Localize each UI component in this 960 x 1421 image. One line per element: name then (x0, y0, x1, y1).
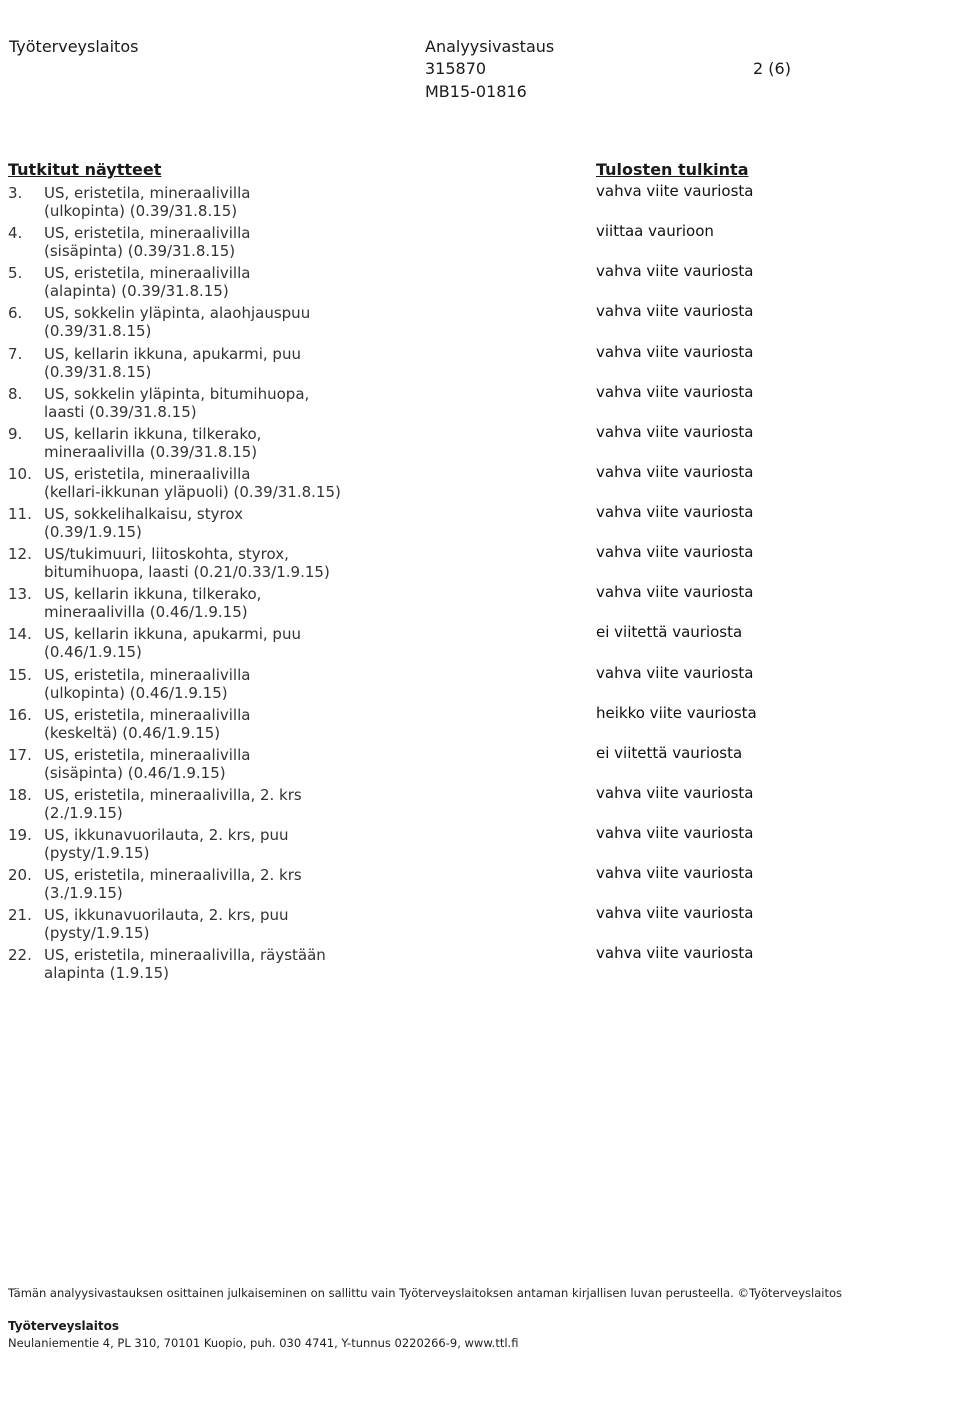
sample-row (0, 302, 960, 342)
sample-description-line1: US, ikkunavuorilauta, 2. krs, puu (44, 906, 289, 925)
result-interpretation: vahva viite vauriosta (596, 182, 754, 200)
sample-description (44, 545, 384, 581)
result-interpretation: vahva viite vauriosta (596, 944, 754, 963)
sample-description-line2: mineraalivilla (0.39/31.8.15) (44, 442, 258, 461)
result-interpretation: vahva viite vauriosta (596, 543, 754, 562)
sample-description-line1: US, eristetila, mineraalivilla (44, 745, 251, 764)
result-interpretation: vahva viite vauriosta (596, 663, 754, 682)
result-interpretation: vahva viite vauriosta (596, 262, 754, 281)
sample-description (44, 264, 384, 300)
sample-row (0, 463, 960, 503)
sample-number: 14. (8, 625, 32, 644)
sample-description-line1: US, sokkelin yläpinta, alaohjauspuu (44, 304, 311, 323)
sample-description-line1: US, kellarin ikkuna, tilkerako, (44, 585, 262, 604)
sample-row (0, 664, 960, 704)
sample-description-line2: (pysty/1.9.15) (44, 924, 150, 943)
footer-organization: Työterveyslaitos (8, 1319, 119, 1333)
result-interpretation: vahva viite vauriosta (596, 342, 754, 361)
sample-description-line2: (ulkopinta) (0.39/31.8.15) (44, 202, 238, 220)
sample-row (0, 704, 960, 744)
sample-description (44, 625, 384, 661)
sample-description-line1: US, eristetila, mineraalivilla (44, 705, 251, 724)
sample-description-line2: (keskeltä) (0.46/1.9.15) (44, 723, 221, 742)
sample-row (0, 503, 960, 543)
sample-description-line1: US, sokkelihalkaisu, styrox (44, 505, 243, 523)
sample-description-line2: (pysty/1.9.15) (44, 844, 150, 862)
sample-number: 21. (8, 906, 32, 925)
sample-description-line1: US, kellarin ikkuna, apukarmi, puu (44, 625, 301, 644)
sample-description (44, 385, 384, 421)
result-interpretation: vahva viite vauriosta (596, 824, 754, 842)
sample-description (44, 746, 384, 782)
sample-row (0, 262, 960, 302)
sample-code: MB15-01816 (425, 82, 527, 101)
sample-row (0, 904, 960, 944)
sample-number: 15. (8, 665, 32, 684)
sample-description-line2: mineraalivilla (0.46/1.9.15) (44, 603, 248, 622)
sample-description-line1: US, kellarin ikkuna, apukarmi, puu (44, 344, 301, 363)
sample-number: 18. (8, 785, 32, 804)
sample-description-line2: (0.39/1.9.15) (44, 523, 142, 541)
sample-description-line1: US, eristetila, mineraalivilla, 2. krs (44, 785, 302, 804)
sample-description-line2: (sisäpinta) (0.46/1.9.15) (44, 763, 226, 782)
sample-number: 11. (8, 505, 32, 523)
sample-description-line2: (2./1.9.15) (44, 803, 123, 822)
result-interpretation: ei viitettä vauriosta (596, 623, 743, 642)
sample-description (44, 224, 384, 260)
sample-description (44, 425, 384, 461)
result-interpretation: heikko viite vauriosta (596, 703, 757, 722)
footer-address: Neulaniementie 4, PL 310, 70101 Kuopio, puh. 030 4741, Y-tunnus 0220266-9, www.ttl.fi (8, 1336, 519, 1350)
footer-disclaimer: Tämän analyysivastauksen osittainen julkaiseminen on sallittu vain Työterveyslaitoksen antaman kirjallisen luvan perusteella. ©Työterveyslaitos (8, 1286, 842, 1300)
sample-description-line2: (0.46/1.9.15) (44, 643, 142, 662)
sample-description-line1: US, eristetila, mineraalivilla (44, 464, 251, 483)
sample-number: 17. (8, 745, 32, 764)
sample-number: 4. (8, 224, 23, 243)
document-type: Analyysivastaus (425, 37, 555, 56)
result-interpretation: vahva viite vauriosta (596, 382, 754, 401)
sample-number: 20. (8, 866, 32, 885)
sample-number: 8. (8, 384, 23, 403)
sample-row (0, 182, 960, 222)
sample-row (0, 343, 960, 383)
sample-description-line2: alapinta (1.9.15) (44, 964, 170, 983)
sample-description (44, 465, 384, 501)
sample-number: 19. (8, 826, 32, 844)
sample-number: 7. (8, 344, 23, 363)
result-interpretation: vahva viite vauriosta (596, 783, 754, 802)
sample-description-line1: US, eristetila, mineraalivilla (44, 184, 251, 202)
result-interpretation: ei viitettä vauriosta (596, 743, 743, 762)
sample-description (44, 304, 384, 340)
sample-description-line1: US/tukimuuri, liitoskohta, styrox, (44, 545, 289, 564)
sample-description-line2: (0.39/31.8.15) (44, 362, 152, 381)
sample-description (44, 666, 384, 702)
sample-description-line1: US, eristetila, mineraalivilla (44, 224, 251, 243)
sample-description-line2: (sisäpinta) (0.39/31.8.15) (44, 242, 236, 261)
sample-description-line2: laasti (0.39/31.8.15) (44, 402, 197, 421)
sample-number: 12. (8, 545, 32, 564)
result-interpretation: vahva viite vauriosta (596, 462, 754, 481)
sample-list (0, 182, 960, 985)
result-interpretation: vahva viite vauriosta (596, 583, 754, 602)
sample-description (44, 345, 384, 381)
sample-description (44, 184, 384, 220)
sample-description-line1: US, sokkelin yläpinta, bitumihuopa, (44, 384, 310, 403)
result-interpretation: vahva viite vauriosta (596, 503, 754, 521)
sample-row (0, 864, 960, 904)
sample-number: 16. (8, 705, 32, 724)
sample-number: 22. (8, 946, 32, 965)
sample-description-line1: US, eristetila, mineraalivilla (44, 264, 251, 283)
header-organization: Työterveyslaitos (9, 37, 139, 56)
sample-row (0, 623, 960, 663)
sample-description-line2: (3./1.9.15) (44, 884, 123, 903)
sample-description-line2: bitumihuopa, laasti (0.21/0.33/1.9.15) (44, 563, 330, 582)
sample-description-line1: US, ikkunavuorilauta, 2. krs, puu (44, 826, 289, 844)
sample-row (0, 824, 960, 864)
sample-description-line1: US, kellarin ikkuna, tilkerako, (44, 424, 262, 443)
sample-description-line2: (alapinta) (0.39/31.8.15) (44, 282, 229, 301)
sample-number: 5. (8, 264, 23, 283)
sample-row (0, 543, 960, 583)
sample-number: 10. (8, 464, 32, 483)
sample-description (44, 866, 384, 902)
sample-description (44, 706, 384, 742)
results-column-title: Tulosten tulkinta (596, 160, 749, 179)
sample-row (0, 383, 960, 423)
sample-row (0, 583, 960, 623)
sample-description (44, 826, 384, 862)
result-interpretation: viittaa vaurioon (596, 222, 714, 241)
result-interpretation: vahva viite vauriosta (596, 422, 754, 441)
sample-number: 13. (8, 585, 32, 604)
sample-description (44, 786, 384, 822)
result-interpretation: vahva viite vauriosta (596, 904, 754, 923)
sample-number: 6. (8, 304, 23, 323)
sample-description (44, 505, 384, 541)
sample-description-line1: US, eristetila, mineraalivilla, räystään (44, 946, 326, 965)
result-interpretation: vahva viite vauriosta (596, 302, 754, 321)
sample-description (44, 906, 384, 942)
document-number: 315870 (425, 59, 487, 78)
sample-description-line2: (kellari-ikkunan yläpuoli) (0.39/31.8.15) (44, 482, 341, 501)
sample-description-line2: (ulkopinta) (0.46/1.9.15) (44, 683, 228, 702)
sample-row (0, 744, 960, 784)
sample-row (0, 944, 960, 984)
sample-description-line1: US, eristetila, mineraalivilla (44, 665, 251, 684)
sample-number: 3. (8, 184, 23, 202)
result-interpretation: vahva viite vauriosta (596, 864, 754, 883)
sample-description-line1: US, eristetila, mineraalivilla, 2. krs (44, 866, 302, 885)
sample-row (0, 784, 960, 824)
page-number: 2 (6) (753, 59, 791, 78)
sample-row (0, 423, 960, 463)
sample-description (44, 946, 384, 982)
sample-number: 9. (8, 424, 23, 443)
sample-row (0, 222, 960, 262)
samples-column-title: Tutkitut näytteet (8, 160, 162, 179)
sample-description (44, 585, 384, 621)
sample-description-line2: (0.39/31.8.15) (44, 322, 152, 341)
